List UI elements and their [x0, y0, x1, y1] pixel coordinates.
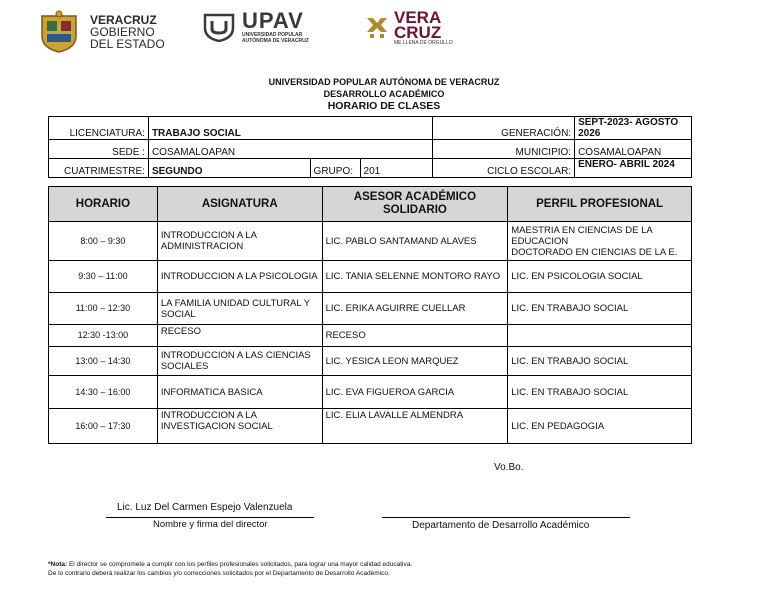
schedule-header-row	[49, 187, 692, 222]
generacion-label: GENERACIÓN:	[433, 117, 575, 140]
veracruz-brand-logo	[364, 10, 453, 46]
cruz-wordmark: CRUZ	[394, 23, 442, 42]
header-perfil: PERFIL PROFESIONAL	[508, 187, 692, 222]
cuatrimestre-value: SEGUNDO	[148, 159, 310, 178]
sede-value: COSAMALOAPAN	[148, 140, 432, 159]
note-label: *Nota:	[48, 561, 68, 568]
state-seal-icon	[38, 10, 80, 54]
upav-wordmark: UPAV	[242, 8, 304, 33]
asesor-cell: LIC. TANIA SELENNE MONTORO RAYO	[322, 261, 508, 293]
asignatura-cell: INFORMATICA BASICA	[157, 376, 322, 409]
header-asesor: ASESOR ACADÉMICO SOLIDARIO	[322, 187, 508, 222]
info-table	[48, 116, 692, 178]
licenciatura-value: TRABAJO SOCIAL	[148, 117, 432, 140]
perfil-cell: LIC. EN TRABAJO SOCIAL	[508, 376, 692, 409]
table-row	[49, 376, 692, 409]
sede-label: SEDE :	[49, 140, 149, 159]
director-caption: Nombre y firma del director	[153, 519, 268, 530]
logo-line-veracruz: VERACRUZ	[90, 13, 157, 27]
horario-cell: 11:00 – 12:30	[49, 293, 158, 325]
perfil-cell: MAESTRIA EN CIENCIAS DE LA EDUCACION DOCTORADO EN CIENCIAS DE LA E.	[508, 222, 692, 261]
asignatura-cell: INTRODUCCION A LA INVESTIGACION SOCIAL	[157, 409, 322, 444]
table-row	[49, 293, 692, 325]
municipio-value: COSAMALOAPAN	[575, 140, 692, 159]
upav-sub-2: AUTÓNOMA DE VERACRUZ	[242, 38, 309, 44]
table-row	[49, 261, 692, 293]
director-signature-line	[106, 517, 314, 518]
note-line-1: El director se compromete a cumplir con los perfiles profesionales solicitados, para lograr una mayor calidad educativa.	[68, 561, 413, 568]
brand-tagline: ME LLENA DE ORGULLO	[394, 40, 453, 46]
veracruz-pattern-icon	[364, 15, 390, 41]
asignatura-cell: RECESO	[157, 325, 322, 347]
perfil-cell: LIC. EN TRABAJO SOCIAL	[508, 293, 692, 325]
perfil-cell: LIC. EN PEDAGOGIA	[508, 409, 692, 444]
horario-cell: 13:00 – 14:30	[49, 347, 158, 376]
header-asignatura: ASIGNATURA	[157, 187, 322, 222]
department-name: DESARROLLO ACADÉMICO	[323, 89, 445, 99]
vera-wordmark: VERA	[394, 8, 442, 27]
horario-cell: 8:00 – 9:30	[49, 222, 158, 261]
ciclo-label: CICLO ESCOLAR:	[433, 159, 575, 178]
municipio-label: MUNICIPIO:	[433, 140, 575, 159]
table-row	[49, 325, 692, 347]
document-title: HORARIO DE CLASES	[327, 100, 441, 112]
asesor-cell: LIC. EVA FIGUEROA GARCIA	[322, 376, 508, 409]
upav-sub-1: UNIVERSIDAD POPULAR	[242, 32, 303, 38]
perfil-cell: LIC. EN PSICOLOGIA SOCIAL	[508, 261, 692, 293]
department-signature-line	[382, 517, 630, 518]
grupo-label: GRUPO:	[310, 159, 360, 178]
asignatura-cell: LA FAMILIA UNIDAD CULTURAL Y SOCIAL	[157, 293, 322, 325]
horario-cell: 12:30 -13:00	[49, 325, 158, 347]
table-row	[49, 347, 692, 376]
grupo-value: 201	[360, 159, 433, 178]
horario-cell: 16:00 – 17:30	[49, 409, 158, 444]
university-name: UNIVERSIDAD POPULAR AUTÓNOMA DE VERACRUZ	[268, 77, 500, 87]
upav-logo	[202, 10, 309, 44]
table-row	[49, 409, 692, 444]
asesor-cell: LIC. PABLO SANTAMAND ALAVES	[322, 222, 508, 261]
licenciatura-label: LICENCIATURA:	[49, 117, 149, 140]
asesor-cell: RECESO	[322, 325, 508, 347]
asignatura-cell: INTRODUCCION A LA ADMINISTRACION	[157, 222, 322, 261]
upav-shield-icon	[202, 12, 236, 42]
generacion-value: SEPT-2023- AGOSTO 2026	[575, 117, 692, 140]
logo-line-gobierno: GOBIERNO	[90, 25, 155, 39]
ciclo-value: ENERO- ABRIL 2024	[575, 159, 692, 178]
asignatura-cell: INTRODUCCION A LAS CIENCIAS SOCIALES	[157, 347, 322, 376]
horario-cell: 9:30 – 11:00	[49, 261, 158, 293]
perfil-cell	[508, 325, 692, 347]
department-caption: Departamento de Desarrollo Académico	[412, 520, 590, 531]
header-horario: HORARIO	[49, 187, 158, 222]
asignatura-cell: INTRODUCCION A LA PSICOLOGIA	[157, 261, 322, 293]
footnote	[48, 560, 412, 578]
perfil-cell: LIC. EN TRABAJO SOCIAL	[508, 347, 692, 376]
schedule-table	[48, 186, 692, 444]
asesor-cell: LIC. ELIA LAVALLE ALMENDRA	[322, 409, 508, 444]
horario-cell: 14:30 – 16:00	[49, 376, 158, 409]
table-row	[49, 222, 692, 261]
logo-line-del-estado: DEL ESTADO	[90, 37, 165, 51]
asesor-cell: LIC. YESICA LEON MARQUEZ	[322, 347, 508, 376]
vobo-label: Vo.Bo.	[494, 462, 524, 473]
cuatrimestre-label: CUATRIMESTRE:	[49, 159, 149, 178]
veracruz-government-logo	[38, 10, 165, 54]
director-name: Lic. Luz Del Carmen Espejo Valenzuela	[117, 502, 293, 513]
logo-bar	[38, 10, 768, 60]
note-line-2: De lo contrario deberá realizar los cambios y/o correcciones solicitados por el Departamento de Desarrollo Académico.	[48, 570, 390, 577]
asesor-cell: LIC. ERIKA AGUIRRE CUELLAR	[322, 293, 508, 325]
